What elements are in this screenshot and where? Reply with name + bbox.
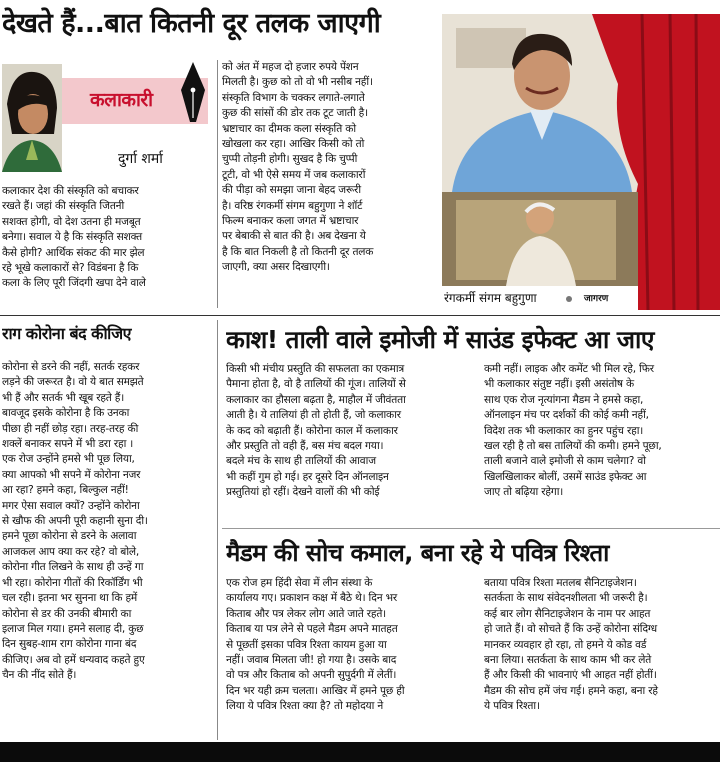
photo-caption: रंगकर्मी संगम बहुगुणा	[444, 291, 537, 305]
column-divider	[217, 60, 218, 308]
corona-headline: राग कोरोना बंद कीजिए	[2, 324, 131, 343]
section-divider	[0, 315, 720, 316]
story-divider	[222, 528, 720, 529]
intro-middle-text: को अंत में महज दो हजार रुपये पेंशन मिलती है। कुछ को तो वो भी नसीब नहीं। संस्कृति विभाग के चक्कर लगाते-लगाते कुछ की सांसों की डोर तक टूट जाती है। भ्रष्टाचार का दीमक कला संस्कृति को खोखला कर रहा। आखिर किसी को तो चुप्पी तोड़नी होगी। सुखद है कि चुप्पी टूटी, वो भी ऐसे समय में जब कलाकारों की पीड़ा को समझा जाना बेहद जरूरी है। वरिष्ठ रंगकर्मी संगम बहुगुणा ने शॉर्ट फिल्म बनाकर कला जगत में भ्रष्टाचार पर बेबाकी से बात की है। अब देखना ये है कि बात निकली है तो कितनी दूर तलक जाएगी, क्या असर दिखाएगी।	[222, 61, 374, 274]
author-photo	[2, 64, 62, 172]
madam-text-right: बताया पवित्र रिश्ता मतलब सैनिटाइजेशन। सतर्कता के साथ संवेदनशीलता भी जरूरी है। कई बार लोग सैनिटाइजेशन के नाम पर आहत हो जाते हैं। वो सोचते हैं कि उन्हें कोरोना संदिग्ध मानकर व्यवहार हो रहा, तो हमने ये कोड वर्ड बना लिया। सतर्कता के साथ काम भी कर लेते हैं और किसी की भावनाएं भी आहत नहीं होतीं। मैडम की सोच हमें जंच गई। हमने कहा, बना रहे ये पवित्र रिश्ता।	[484, 577, 658, 713]
bullet-dot-icon	[566, 296, 572, 302]
madam-text-left: एक रोज हम हिंदी सेवा में लीन संस्था के कार्यालय गए। प्रकाशन कक्ष में बैठे थे। दिन भर किताब और पत्र लेकर लोग आते जाते रहते। किताब या पत्र लेने से पहले मैडम अपने मातहत से पूछतीं इसका पवित्र रिश्ता कायम हुआ या नहीं। जवाब मिलता जी! हो गया है। उसके बाद वो पत्र और किताब को अपनी सुपुर्दगी में लेतीं। दिन भर यही क्रम चलता। आखिर में हमने पूछ ही लिया ये पवित्र रिश्ता क्या है? तो महोदया ने	[226, 577, 405, 713]
intro-left-text: कलाकार देश की संस्कृति को बचाकर रखते हैं। जहां की संस्कृति जितनी सशक्त होगी, वो देश उतना ही मजबूत बनेगा। सवाल ये है कि संस्कृति सशक्त कैसे होगी? आर्थिक संकट की मार झेल रहे भूखे कलाकारों से? विडंबना है कि कला के लिए पूरी जिंदगी खपा देने वाले	[2, 185, 146, 290]
emoji-headline: काश! ताली वाले इमोजी में साउंड इफेक्ट आ जाए	[226, 325, 654, 354]
source-credit: जागरण	[584, 294, 609, 304]
emoji-text-left: किसी भी मंचीय प्रस्तुति की सफलता का एकमात्र पैमाना होता है, वो है तालियों की गूंज। तालियों से कलाकार का हौसला बढ़ता है, माहौल में जीवंतता आती है। ये तालियां ही तो होती हैं, जो कलाकार के कद को बढ़ाती हैं। कोरोना काल में कलाकार और प्रस्तुति तो वही हैं, बस मंच बदल गया। बदले मंच के साथ ही तालियों की आवाज भी कहीं गुम हो गई। हर दूसरे दिन ऑनलाइन प्रस्तुतियां हो रहीं। देखने वालों की भी कोई	[226, 363, 406, 499]
corona-text: कोरोना से डरने की नहीं, सतर्क रहकर लड़ने की जरूरत है। वो ये बात समझते भी हैं और सतर्क भी खूब रहते हैं। बावजूद इसके कोरोना है कि उनका पीछा ही नहीं छोड़ रहा। तरह-तरह की शक्लें बनाकर सपने में भी डरा रहा । एक रोज उन्होंने हमसे भी पूछ लिया, क्या आपको भी सपने में कोरोना नजर आ रहा? हमने कहा, बिल्कुल नहीं! मगर ऐसा सवाल क्यों? उन्होंने कोरोना से खौफ की अपनी पूरी कहानी सुना दी। हमने पूछा कोरोना से डरने के अलावा आजकल आप क्या कर रहे? वो बोले, कोरोना गीत लिखने के साथ ही उन्हें गा भी रहा। कोरोना गीतों की रिकॉर्डिंग भी चल रही। इतना भर सुनना था कि हमें कोरोना से डर की उनकी बीमारी का इलाज मिल गया। हमने सलाह दी, कुछ दिन सुबह-शाम राग कोरोना गाना बंद कीजिए। अब वो हमें धन्यवाद कहते हुए चैन की नींद सोते हैं।	[2, 361, 148, 682]
column-strip	[2, 58, 214, 176]
main-headline: देखते हैं...बात कितनी दूर तलक जाएगी	[2, 8, 381, 39]
column-divider	[217, 320, 218, 740]
feature-photo	[442, 14, 720, 310]
author-name: दुर्गा शर्मा	[118, 151, 163, 167]
madam-headline: मैडम की सोच कमाल, बना रहे ये पवित्र रिश्ता	[226, 539, 609, 567]
emoji-text-right: कमी नहीं। लाइक और कमेंट भी मिल रहे, फिर भी कलाकार संतुष्ट नहीं। इसी असंतोष के साथ एक रोज नृत्यांगना मैडम ने हमसे कहा, ऑनलाइन मंच पर दर्शकों की कोई कमी नहीं, विदेश तक भी कलाकार का हुनर पहुंच रहा। खल रही है तो बस तालियों की कमी। हमने पूछा, ताली बजाने वाले इमोजी से काम चलेगा? वो खिलखिलाकर बोलीं, उसमें साउंड इफेक्ट आ जाए तो बढ़िया रहेगा।	[484, 363, 662, 499]
bottom-bar	[0, 742, 720, 762]
pen-nib-icon	[178, 60, 208, 128]
column-label: कलाकारी	[90, 89, 153, 111]
